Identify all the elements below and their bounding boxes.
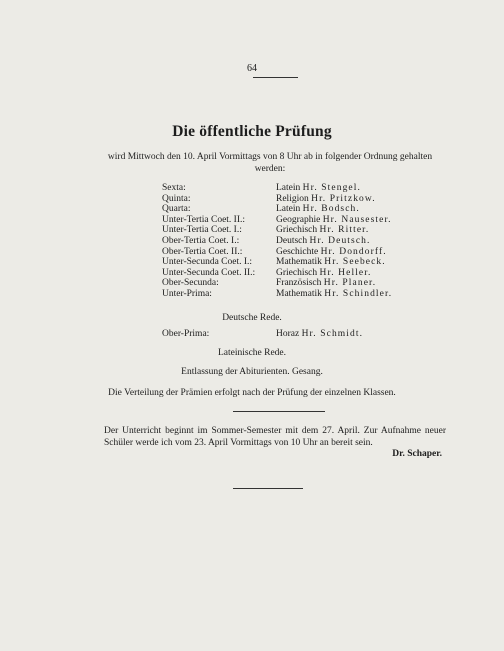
schedule-row	[0, 183, 504, 194]
schedule-subject: Latein	[276, 183, 301, 193]
schedule-class: Quinta:	[162, 193, 191, 204]
schedule-subject: Latein	[276, 204, 301, 215]
schedule-subject: Französisch	[276, 278, 322, 289]
schedule-class: Ober-Tertia Coet. II.:	[162, 246, 243, 257]
schedule-class: Quarta:	[162, 204, 191, 215]
schedule-subject: Griechisch	[276, 225, 318, 236]
schedule-subject: Mathematik	[276, 257, 322, 268]
deutsche-rede: Deutsche Rede.	[222, 313, 282, 323]
schedule-teacher: Hr. Nausester.	[322, 214, 392, 225]
schedule-row	[0, 289, 504, 300]
schedule-class: Ober-Tertia Coet. I.:	[162, 236, 240, 246]
schedule-row	[0, 194, 504, 205]
schedule-row	[0, 247, 504, 258]
schedule-subject: Geographie	[276, 214, 321, 225]
schedule-class: Unter-Prima:	[162, 289, 212, 299]
schedule-teacher: Hr. Bodsch.	[302, 204, 360, 215]
schedule-row	[0, 236, 504, 247]
lateinische-rede: Lateinische Rede.	[217, 348, 287, 358]
ober-prima-row	[0, 329, 504, 340]
intro-text: wird Mittwoch den 10. April Vormittags von 8 Uhr ab in folgender Ordnung gehalten werden:	[107, 152, 433, 174]
schedule-class: Ober-Secunda:	[162, 278, 219, 289]
schedule-class: Ober-Prima:	[162, 329, 210, 339]
schedule-row	[0, 257, 504, 268]
schedule-teacher: Hr. Schmidt.	[301, 329, 364, 339]
signature: Dr. Schaper.	[392, 449, 442, 459]
schedule-class: Unter-Tertia Coet. I.:	[162, 225, 242, 236]
schedule-teacher: Hr. Heller.	[319, 267, 372, 278]
schedule-subject: Geschichte	[276, 246, 319, 257]
schedule-class: Sexta:	[162, 183, 186, 193]
end-divider	[233, 488, 303, 489]
schedule-row	[0, 225, 504, 236]
schedule-subject: Religion	[276, 193, 309, 204]
unterricht-paragraph: Der Unterricht beginnt im Sommer-Semester mit dem 27. April. Zur Aufnahme neuer Schüler werde ich vom 23. April Vormittags von 10 Uhr an bereit sein.	[104, 426, 446, 448]
schedule-teacher: Hr. Ritter.	[319, 225, 370, 236]
page-number-rule	[253, 77, 298, 78]
schedule-row	[0, 268, 504, 279]
schedule-teacher: Hr. Deutsch.	[309, 236, 371, 246]
entlassung-text: Entlassung der Abiturienten. Gesang.	[181, 367, 323, 377]
schedule-teacher: Hr. Dondorff.	[320, 246, 387, 257]
schedule-teacher: Hr. Seebeck.	[324, 257, 386, 268]
schedule-row	[0, 215, 504, 226]
schedule-row	[0, 204, 504, 215]
praemien-text: Die Verteilung der Prämien erfolgt nach der Prüfung der einzelnen Klassen.	[108, 388, 396, 398]
page-number: 64	[247, 63, 257, 74]
page-title: Die öffentliche Prüfung	[172, 123, 332, 140]
schedule-subject: Griechisch	[276, 267, 318, 278]
section-divider	[233, 411, 325, 412]
schedule-class: Unter-Tertia Coet. II.:	[162, 214, 246, 225]
schedule-class: Unter-Secunda Coet. I.:	[162, 257, 253, 268]
schedule-teacher: Hr. Stengel.	[302, 183, 361, 193]
schedule-teacher: Hr. Pritzkow.	[311, 193, 376, 204]
schedule-subject: Horaz	[276, 329, 300, 339]
schedule-subject: Deutsch	[276, 236, 308, 246]
schedule-class: Unter-Secunda Coet. II.:	[162, 267, 256, 278]
schedule-subject: Mathematik	[276, 289, 322, 299]
schedule-teacher: Hr. Schindler.	[324, 289, 393, 299]
schedule-row	[0, 278, 504, 289]
schedule-teacher: Hr. Planer.	[323, 278, 377, 289]
